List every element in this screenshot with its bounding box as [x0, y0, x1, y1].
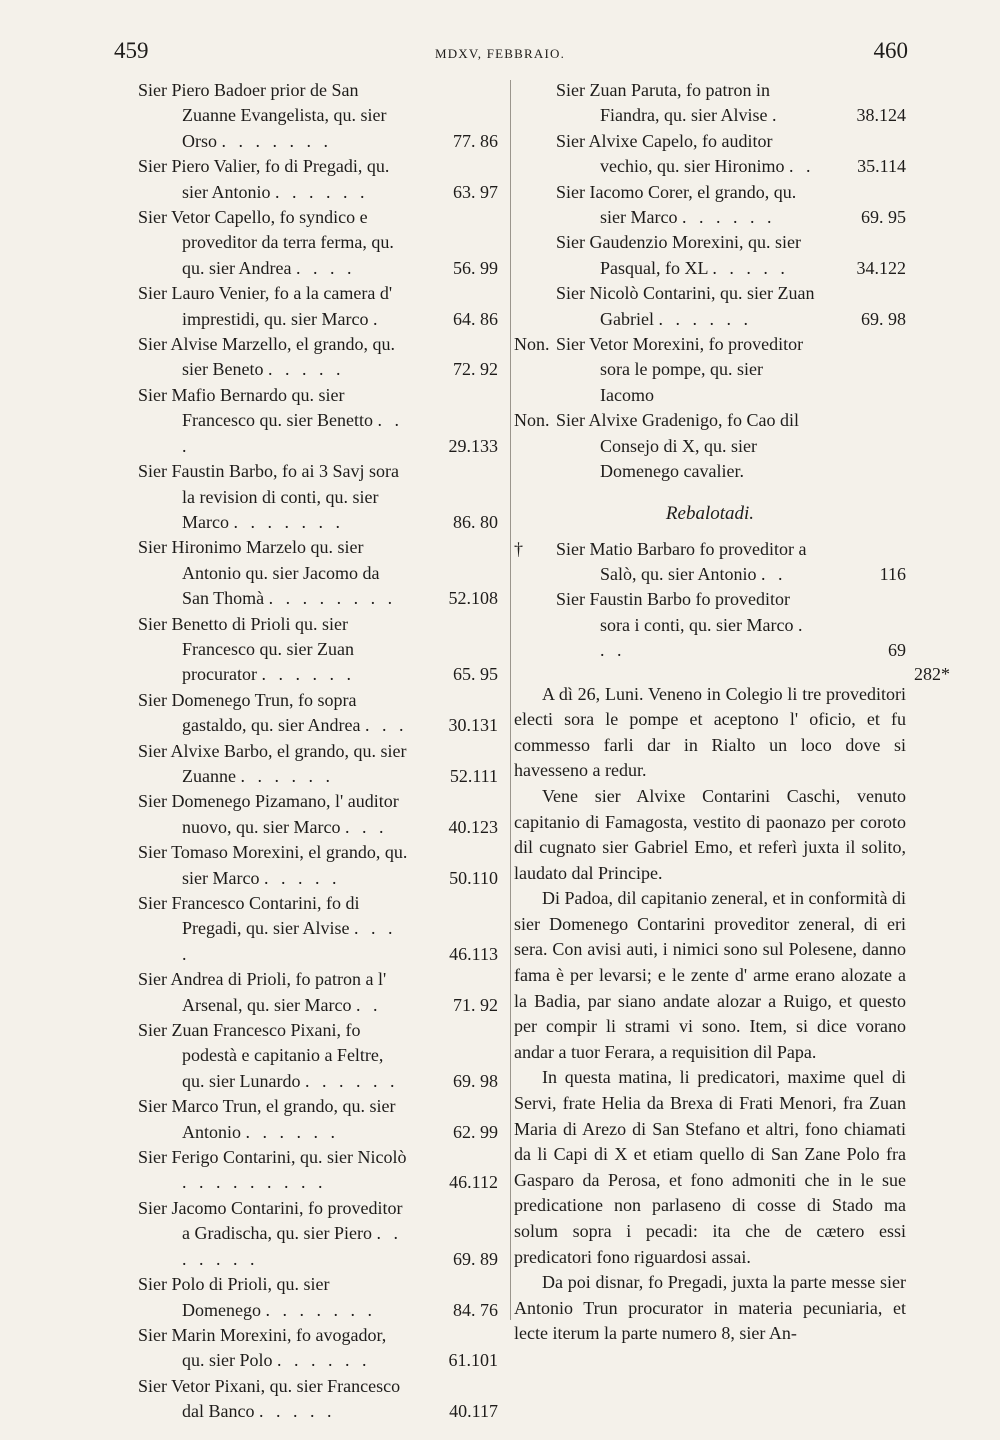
vote-count: 52.111 — [449, 765, 498, 786]
vote-count: 40.117 — [449, 1401, 498, 1422]
entry-text: Sier Zuan Francesco Pixani, fo podestà e capitanio a Feltre, qu. sier Lunardo — [138, 1020, 384, 1091]
leader-dots: . . . . — [295, 257, 356, 278]
entry-text: Sier Andrea di Prioli, fo patron a l' Arsenal, qu. sier Marco — [138, 969, 387, 1015]
vote-count: 69. 89 — [453, 1248, 498, 1269]
list-entry — [138, 1094, 498, 1145]
vote-count: 50.110 — [449, 867, 498, 888]
leader-dots: . . . . . . — [240, 765, 334, 786]
vote-count: 69. 98 — [861, 308, 906, 329]
entry-text: Sier Marin Morexini, fo avogador, qu. sier Polo — [138, 1324, 387, 1371]
entry-text: Sier Jacomo Contarini, fo proveditor a Gradischa, qu. sier Piero — [138, 1197, 403, 1244]
list-entry — [514, 180, 906, 231]
list-entry — [138, 789, 498, 840]
left-column — [138, 78, 498, 1425]
entry-text: Sier Zuan Paruta, fo patron in Fiandra, qu. sier Alvise — [556, 80, 770, 126]
entry-text: Sier Domenego Pizamano, l' auditor nuovo, qu. sier Marco — [138, 791, 399, 837]
list-entry — [138, 205, 498, 281]
right-column — [514, 78, 906, 1347]
paragraph: Da poi disnar, fo Pregadi, juxta la parte messe sier Antonio Trun procurator in materia pecuniaria, et lecte iterum la parte numero 8, sier An- — [514, 1272, 906, 1344]
paragraph: A dì 26, Luni. Veneno in Colegio li tre proveditori electi sora le pompe et aceptono l' oficio, et fu commesso farli dar in Rialto un loco dove si havesseno a redur. — [514, 683, 906, 781]
paragraph: Di Padoa, dil capitanio zeneral, et in conformità di sier Domenego Contarini proveditor zeneral, di eri sera. Con avisi auti, i nimici sono sul Polesene, danno fama è per levarsi; e le zente d' arme erano alozate a la Badia, par siano andate alozar a Ruigo, et questo per compir li strami vi sono. Item, si dice vorano andar a tuor Ferara, a requisition dil Papa. — [514, 888, 906, 1062]
entry-text: Sier Piero Valier, fo di Pregadi, qu. sier Antonio — [138, 156, 390, 202]
vote-count: 35.114 — [857, 156, 906, 177]
column-divider — [510, 80, 511, 1320]
entry-mark: Non. — [514, 334, 550, 355]
vote-count: 69. 98 — [453, 1070, 498, 1091]
list-entry — [514, 587, 906, 663]
entry-mark: Non. — [514, 410, 550, 431]
leader-dots: . . . . . — [712, 257, 789, 278]
list-entry — [514, 281, 906, 332]
entry-text: Sier Matio Barbaro fo proveditor a Salò, qu. sier Antonio — [556, 538, 807, 584]
vote-count: 38.124 — [856, 105, 906, 126]
vote-count: 56. 99 — [453, 257, 498, 278]
list-entry — [514, 78, 906, 129]
entry-text: Sier Hironimo Marzelo qu. sier Antonio qu. sier Jacomo da San Thomà — [138, 537, 380, 609]
leader-dots: . . — [788, 156, 815, 177]
rebalotadi-list — [514, 537, 906, 664]
leader-dots: . . . . . . . — [265, 1299, 376, 1320]
diary-text — [514, 682, 906, 1347]
paragraph: Vene sier Alvixe Contarini Caschi, venuto capitanio di Famagosta, vestito di paonazo per coroto dil cugnato sier Gabriel Emo, et referì juxta il solito, laudato dal Principe. — [514, 785, 906, 883]
vote-count: 71. 92 — [453, 994, 498, 1015]
vote-count: 46.113 — [449, 943, 498, 964]
leader-dots: . . . . . . — [304, 1070, 399, 1091]
list-entry — [138, 383, 498, 459]
entry-text: Sier Tomaso Morexini, el grando, qu. sier Marco — [138, 842, 408, 888]
entry-text: Sier Francesco Contarini, fo di Pregadi, qu. sier Alvise — [138, 893, 360, 939]
vote-count: 63. 97 — [453, 181, 498, 202]
election-list — [514, 78, 906, 485]
entry-text: Sier Lauro Venier, fo a la camera d' imprestidi, qu. sier Marco — [138, 283, 393, 329]
entry-text: Sier Faustin Barbo, fo ai 3 Savj sora la revision di conti, qu. sier Marco — [138, 461, 399, 532]
list-entry — [138, 612, 498, 688]
entry-text: Sier Alvise Marzello, el grando, qu. sier Beneto — [138, 334, 395, 380]
list-entry — [138, 891, 498, 967]
vote-count: 64. 86 — [453, 308, 498, 329]
entry-text: Sier Marco Trun, el grando, qu. sier Antonio — [138, 1096, 396, 1142]
leader-dots: . . . — [364, 715, 408, 736]
list-entry — [138, 281, 498, 332]
entry-text: Sier Vetor Morexini, fo proveditor sora le pompe, qu. sier Iacomo — [556, 334, 804, 405]
vote-count: 69 — [888, 640, 906, 661]
leader-dots: . . . . . . — [658, 308, 752, 329]
page-number-left: 459 — [114, 38, 149, 63]
leader-dots: . — [771, 105, 781, 126]
list-entry — [138, 1196, 498, 1272]
entry-text: Sier Mafio Bernardo qu. sier Francesco qu. sier Benetto — [138, 384, 373, 431]
list-entry — [138, 535, 498, 611]
entry-mark: † — [514, 538, 523, 559]
list-entry — [138, 739, 498, 790]
entry-text: Sier Ferigo Contarini, qu. sier Nicolò — [138, 1147, 407, 1168]
vote-count: 52.108 — [448, 588, 498, 609]
list-entry — [138, 78, 498, 154]
vote-count: 72. 92 — [453, 359, 498, 380]
entry-text: Sier Polo di Prioli, qu. sier Domenego — [138, 1274, 330, 1320]
list-entry — [138, 154, 498, 205]
vote-count: 86. 80 — [453, 511, 498, 532]
entry-text: Sier Vetor Pixani, qu. sier Francesco dal Banco — [138, 1375, 401, 1422]
entry-text: Sier Faustin Barbo fo proveditor sora i conti, qu. sier Marco — [556, 589, 794, 635]
list-entry — [138, 688, 498, 739]
leader-dots: . . . . . — [258, 1401, 336, 1422]
leader-dots: . . . . . . . — [233, 511, 344, 532]
list-entry — [138, 967, 498, 1018]
list-entry — [514, 129, 906, 180]
leader-dots: . . . — [344, 816, 388, 837]
paragraph: In questa matina, li predicatori, maxime quel di Servi, frate Helia da Brexa di Frati Menori, fra Zuan Maria di Arezo di San Stefano et altri, fono chiamati da li Capi di X et etiam quello di San Zane Polo fra Gasparo da Perosa, et fono admoniti che in le sue predicatione non parlaseno di cosse di Stado ma solum sopra i pecadi: ita che de cætero essi predicatori fono riguardosi assai. — [514, 1067, 906, 1267]
leader-dots: . . . . . . . — [182, 1223, 402, 1269]
entry-text: Sier Alvixe Gradenigo, fo Cao dil Consejo di X, qu. sier Domenego cavalier. — [556, 410, 799, 482]
vote-count: 69. 95 — [861, 207, 906, 228]
margin-note: 282* — [914, 664, 950, 684]
leader-dots: . . . . . . — [275, 181, 369, 202]
leader-dots: . . . . . — [267, 359, 345, 380]
leader-dots: . . . . . . . . — [268, 588, 397, 609]
leader-dots: . . . — [182, 410, 403, 456]
vote-count: 116 — [879, 563, 906, 584]
running-title: MDXV, FEBBRAIO. — [434, 46, 566, 61]
list-entry — [138, 1018, 498, 1094]
vote-count: 34.122 — [856, 257, 906, 278]
leader-dots: . . . . . . . — [221, 130, 332, 151]
entry-text: Sier Benetto di Prioli qu. sier Francesco qu. sier Zuan procurator — [138, 613, 354, 685]
leader-dots: . . . . . . — [261, 664, 355, 685]
leader-dots: . . — [761, 563, 787, 584]
page-header — [0, 38, 1000, 70]
leader-dots: . . . . . — [263, 867, 341, 888]
vote-count: 84. 76 — [453, 1299, 498, 1320]
entry-text: Sier Alvixe Capelo, fo auditor vechio, qu. sier Hironimo — [556, 130, 785, 177]
list-entry — [138, 1323, 498, 1374]
leader-dots: . . — [355, 994, 382, 1015]
leader-dots: . . . — [600, 614, 807, 661]
list-entry — [138, 459, 498, 535]
list-entry — [138, 1272, 498, 1323]
entry-text: Sier Piero Badoer prior de San Zuanne Evangelista, qu. sier Orso — [138, 80, 387, 151]
vote-count: 62. 99 — [453, 1121, 498, 1142]
vote-count: 30.131 — [448, 715, 498, 736]
list-entry — [138, 840, 498, 891]
vote-count: 46.112 — [449, 1172, 498, 1193]
page-number-right: 460 — [873, 38, 908, 63]
vote-count: 29.133 — [448, 435, 498, 456]
list-entry — [138, 1145, 498, 1196]
list-entry — [514, 230, 906, 281]
list-entry — [514, 537, 906, 588]
leader-dots: . . . . . . — [245, 1121, 340, 1142]
vote-count: 65. 95 — [453, 664, 498, 685]
entry-text: Sier Nicolò Contarini, qu. sier Zuan Gabriel — [556, 283, 815, 329]
entry-text: Sier Alvixe Barbo, el grando, qu. sier Zuanne — [138, 740, 407, 786]
list-entry — [514, 408, 906, 484]
entry-text: Sier Gaudenzio Morexini, qu. sier Pasqual, fo XL — [556, 232, 801, 278]
section-heading: Rebalotadi. — [665, 502, 755, 524]
entry-text: Sier Iacomo Corer, el grando, qu. sier Marco — [556, 181, 797, 228]
entry-text: Sier Domenego Trun, fo sopra gastaldo, qu. sier Andrea — [138, 689, 361, 736]
vote-count: 40.123 — [448, 816, 498, 837]
leader-dots: . . . . . . — [681, 207, 776, 228]
vote-count: 61.101 — [448, 1350, 498, 1371]
list-entry — [138, 332, 498, 383]
leader-dots: . . . . — [182, 918, 397, 964]
vote-count: 77. 86 — [453, 130, 498, 151]
leader-dots: . . . . . . . . . — [182, 1172, 327, 1193]
list-entry — [514, 332, 906, 408]
leader-dots: . . . . . . — [277, 1350, 371, 1371]
entry-text: Sier Vetor Capello, fo syndico e proveditor da terra ferma, qu. qu. sier Andrea — [138, 207, 394, 278]
list-entry — [138, 1374, 498, 1425]
leader-dots: . — [372, 308, 382, 329]
